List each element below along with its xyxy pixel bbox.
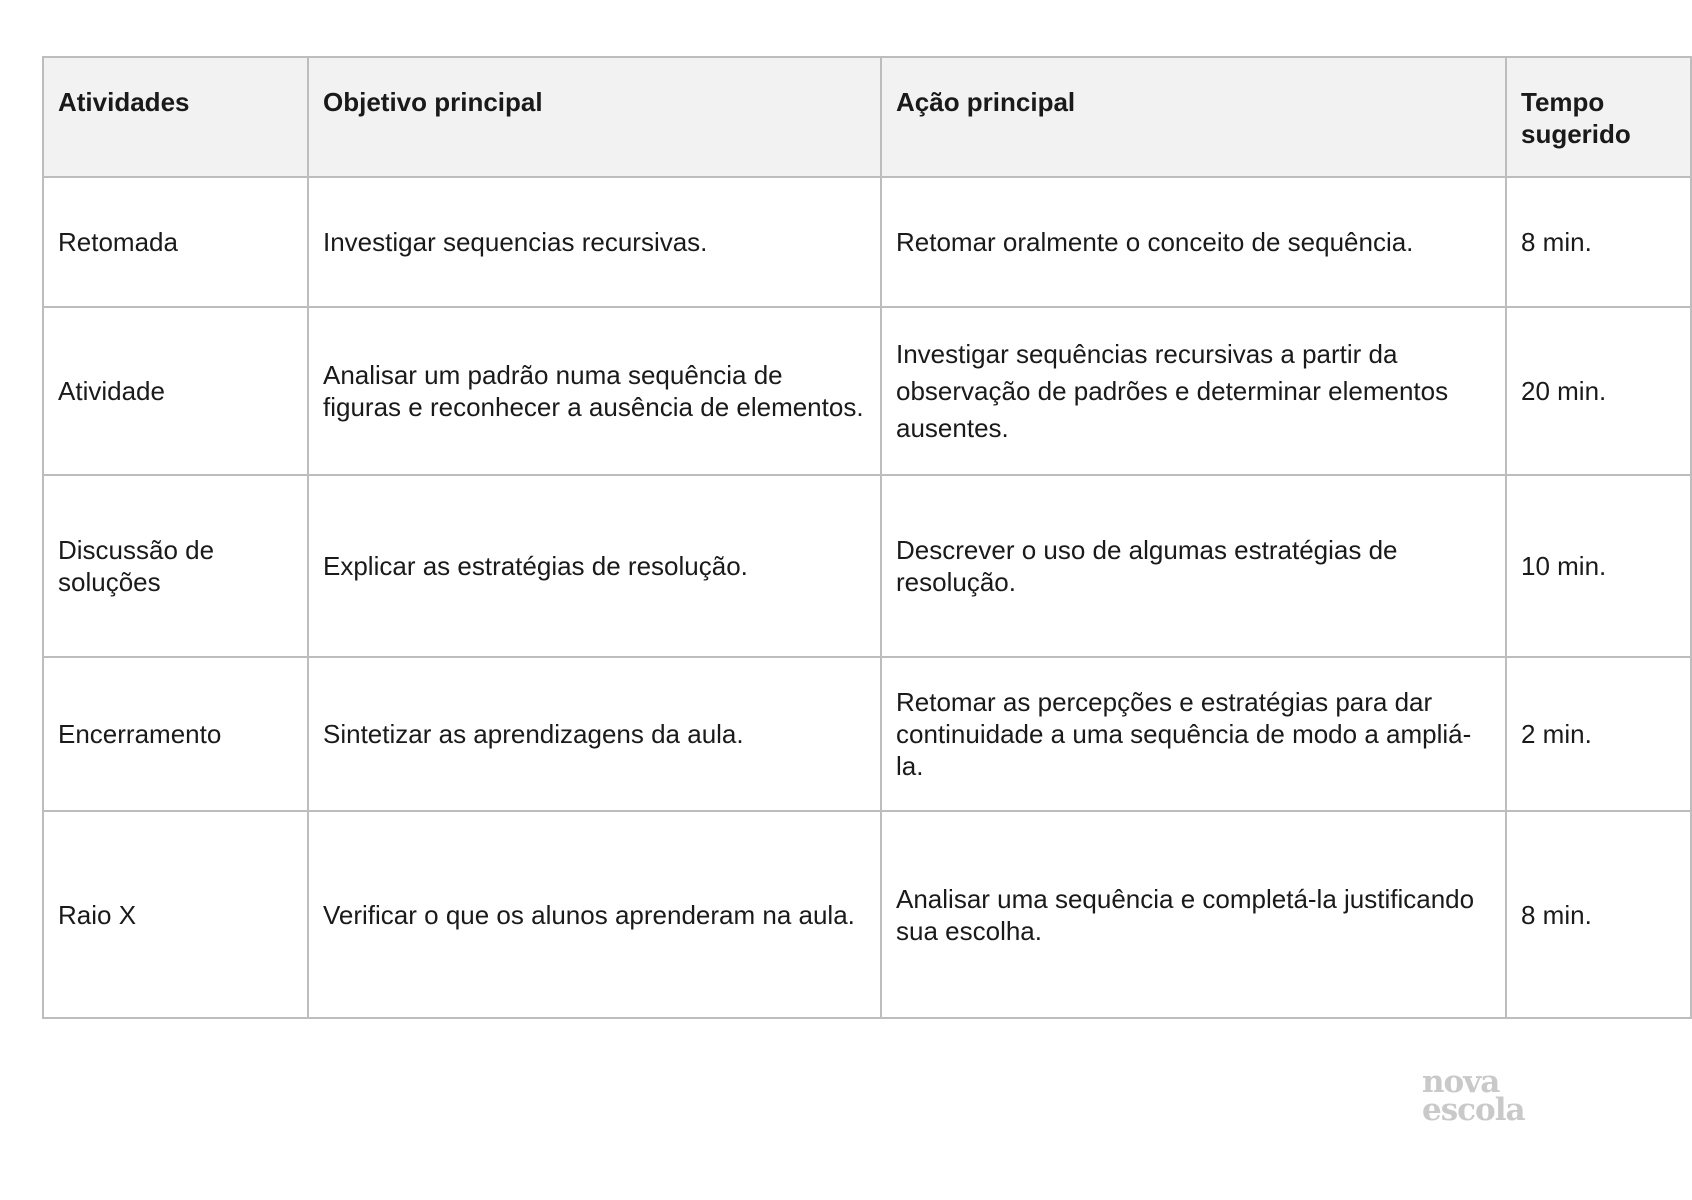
cell-tempo: 8 min. xyxy=(1506,811,1691,1018)
table-row xyxy=(43,811,1691,1018)
lesson-plan-table xyxy=(42,56,1692,1019)
cell-atividade: Encerramento xyxy=(43,657,308,811)
nova-escola-logo xyxy=(1422,1064,1525,1128)
cell-objetivo: Analisar um padrão numa sequência de figuras e reconhecer a ausência de elementos. xyxy=(308,307,881,475)
cell-acao: Analisar uma sequência e completá-la justificando sua escolha. xyxy=(881,811,1506,1018)
cell-objetivo: Sintetizar as aprendizagens da aula. xyxy=(308,657,881,811)
table-row xyxy=(43,307,1691,475)
cell-acao: Retomar as percepções e estratégias para dar continuidade a uma sequência de modo a ampliá-la. xyxy=(881,657,1506,811)
cell-atividade: Raio X xyxy=(43,811,308,1018)
cell-objetivo: Investigar sequencias recursivas. xyxy=(308,177,881,307)
header-atividades: Atividades xyxy=(43,57,308,177)
header-objetivo-principal: Objetivo principal xyxy=(308,57,881,177)
cell-atividade: Discussão de soluções xyxy=(43,475,308,657)
header-tempo-sugerido: Tempo sugerido xyxy=(1506,57,1691,177)
table-row xyxy=(43,657,1691,811)
cell-acao: Descrever o uso de algumas estratégias de resolução. xyxy=(881,475,1506,657)
header-acao-principal: Ação principal xyxy=(881,57,1506,177)
cell-tempo: 20 min. xyxy=(1506,307,1691,475)
cell-objetivo: Verificar o que os alunos aprenderam na aula. xyxy=(308,811,881,1018)
logo-line-nova: nova xyxy=(1422,1064,1500,1100)
table-row xyxy=(43,177,1691,307)
table-row xyxy=(43,475,1691,657)
cell-atividade: Retomada xyxy=(43,177,308,307)
cell-tempo: 8 min. xyxy=(1506,177,1691,307)
logo-line-escola: escola xyxy=(1422,1092,1525,1128)
cell-tempo: 2 min. xyxy=(1506,657,1691,811)
cell-acao: Retomar oralmente o conceito de sequência. xyxy=(881,177,1506,307)
table-header-row xyxy=(43,57,1691,177)
cell-objetivo: Explicar as estratégias de resolução. xyxy=(308,475,881,657)
cell-atividade: Atividade xyxy=(43,307,308,475)
cell-acao: Investigar sequências recursivas a partir da observação de padrões e determinar elementos ausentes. xyxy=(881,307,1506,475)
cell-tempo: 10 min. xyxy=(1506,475,1691,657)
